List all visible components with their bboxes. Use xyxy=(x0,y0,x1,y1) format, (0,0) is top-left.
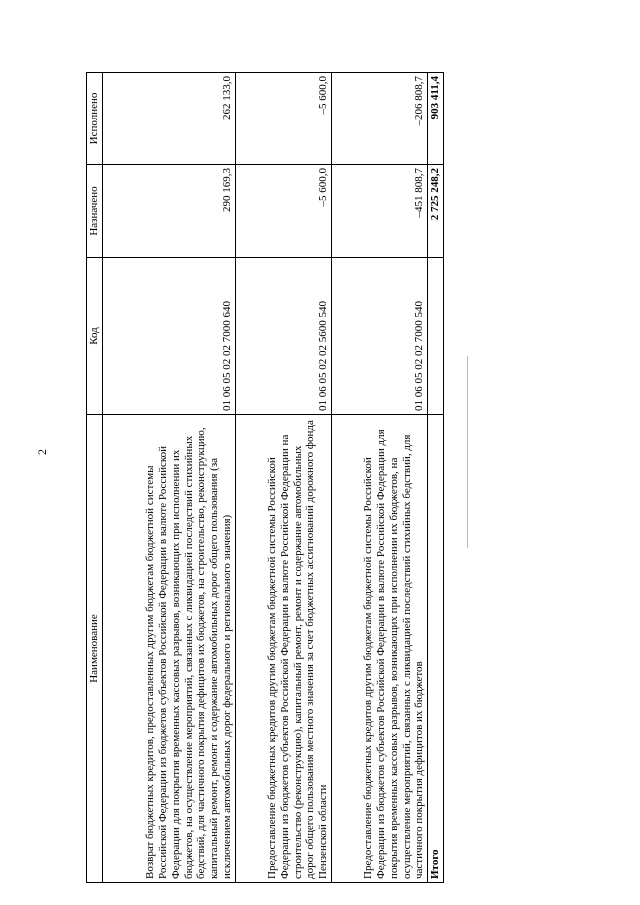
row-name: Предоставление бюджетных кредитов другим бюджетам бюджетной системы Российской Федерации из бюджетов субъектов Российской Федерации в валюте Российской Федерации на строительство (реконструкцию), капитальный ремонт, ремонт и содержание автомобильных дорог общего пользования местного значения за счет бюджетных ассигнований дорожного фонда Пензенской области xyxy=(235,415,331,883)
total-assigned: 2 725 248,2 xyxy=(428,165,444,258)
row-name: Предоставление бюджетных кредитов другим бюджетам бюджетной системы Российской Федерации из бюджетов субъектов Российской Федерации в валюте Российской Федерации для покрытия временных кассовых разрывов, возникающих при исполнении их бюджетов, на осуществление мероприятий, связанных с ликвидацией последствий стихийных бедствий, для частичного покрытия дефицитов их бюджетов xyxy=(331,415,427,883)
table-row xyxy=(331,73,427,883)
header-code: Код xyxy=(87,258,103,415)
rotated-table-container xyxy=(86,73,444,883)
page-number: 2 xyxy=(35,449,49,455)
row-executed: –206 808,7 xyxy=(331,73,427,165)
row-executed: –5 600,0 xyxy=(235,73,331,165)
row-code: 01 06 05 02 02 5600 540 xyxy=(235,258,331,415)
header-name: Наименование xyxy=(87,415,103,883)
table-header-row xyxy=(87,73,103,883)
header-assigned: Назначено xyxy=(87,165,103,258)
total-executed: 903 411,4 xyxy=(428,73,444,165)
total-label: Итого xyxy=(428,415,444,883)
total-code xyxy=(428,258,444,415)
table-row xyxy=(102,73,235,883)
row-executed: 262 133,0 xyxy=(102,73,235,165)
row-assigned: –451 808,7 xyxy=(331,165,427,258)
budget-table xyxy=(86,72,444,883)
row-assigned: 290 169,3 xyxy=(102,165,235,258)
table-row xyxy=(235,73,331,883)
row-assigned: –5 600,0 xyxy=(235,165,331,258)
total-row xyxy=(428,73,444,883)
row-name: Возврат бюджетных кредитов, предоставленных другим бюджетам бюджетной системы Российской Федерации из бюджетов субъектов Российской Федерации в валюте Российской Федерации для покрытия временных кассовых разрывов, возникающих при исполнении их бюджетов, на осуществление мероприятий, связанных с ликвидацией последствий стихийных бедствий, для частичного покрытия дефицитов их бюджетов, на строительство, реконструкцию, капитальный ремонт, ремонт и содержание автомобильных дорог общего пользования (за исключением автомобильных дорог федерального и регионального значения) xyxy=(102,415,235,883)
row-code: 01 06 05 02 02 7000 540 xyxy=(331,258,427,415)
separator-line xyxy=(467,356,468,548)
header-executed: Исполнено xyxy=(87,73,103,165)
row-code: 01 06 05 02 02 7000 640 xyxy=(102,258,235,415)
